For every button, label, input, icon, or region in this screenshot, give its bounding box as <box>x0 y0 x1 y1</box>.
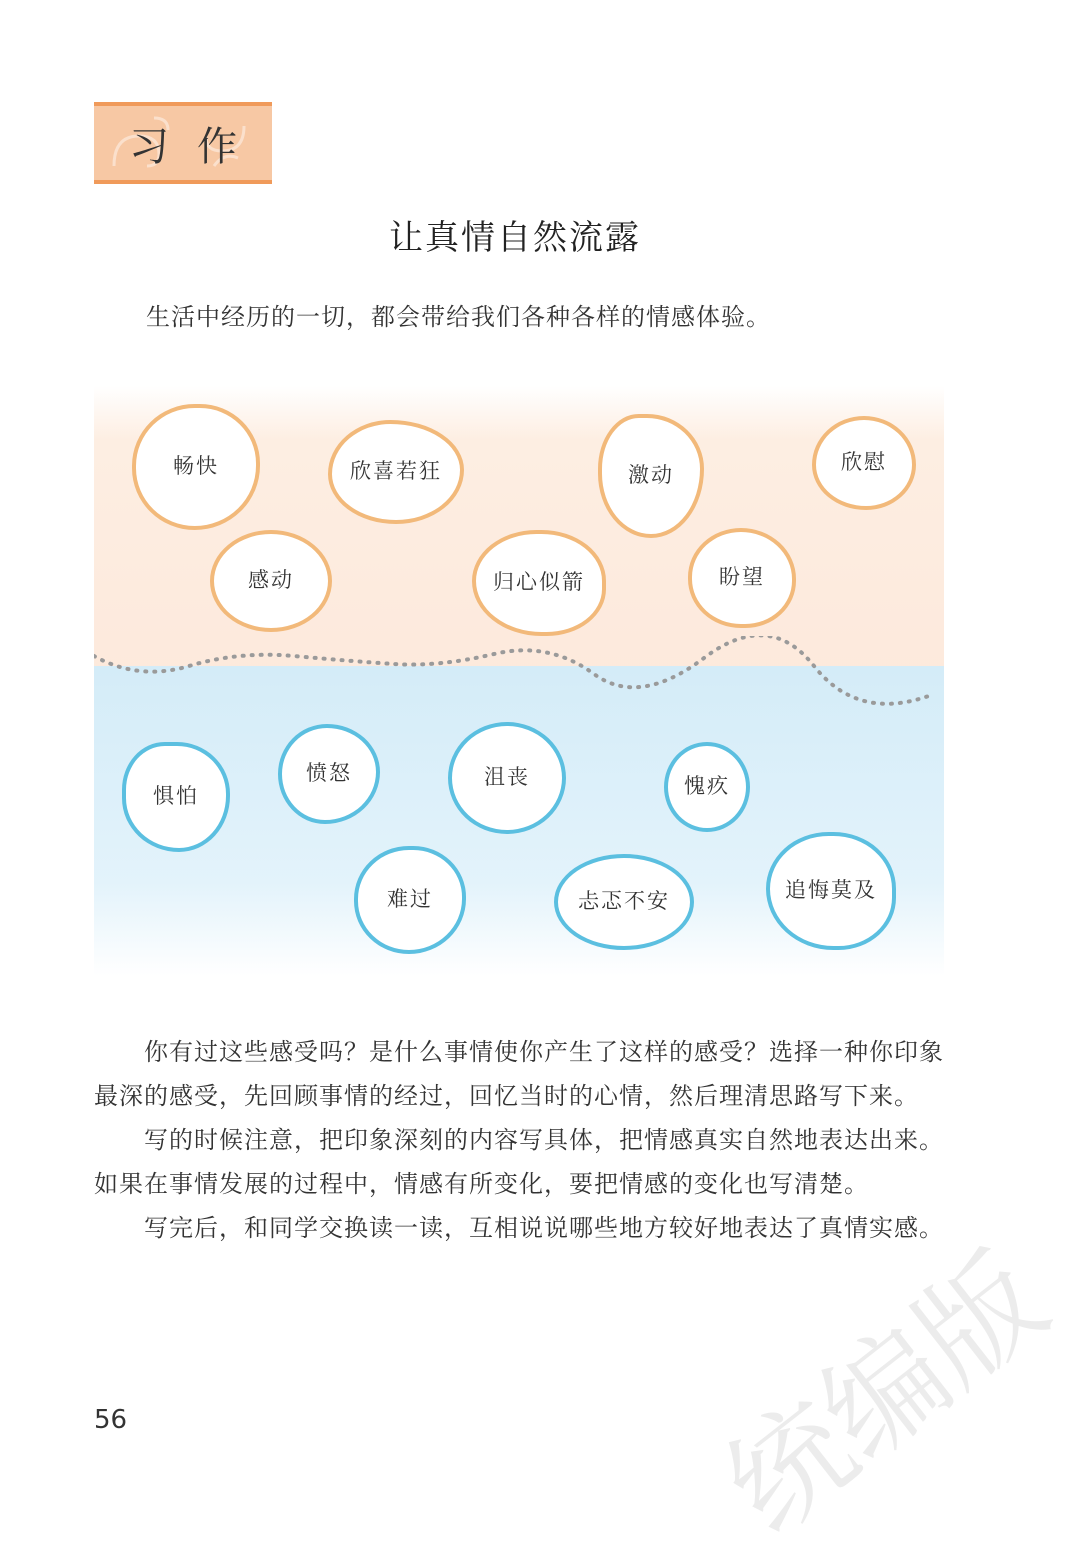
paragraph: 写的时候注意，把印象深刻的内容写具体，把情感真实自然地表达出来。如果在事情发展的过程中，情感有所变化，要把情感的变化也写清楚。 <box>94 1126 944 1198</box>
emotion-stone: 激动 <box>598 414 704 538</box>
emotion-illustration <box>94 386 944 976</box>
dotted-wave-divider <box>94 636 944 706</box>
emotion-stone: 沮丧 <box>448 722 566 834</box>
emotion-stone: 盼望 <box>688 528 796 628</box>
paragraph: 写完后，和同学交换读一读，互相说说哪些地方较好地表达了真情实感。 <box>144 1214 944 1242</box>
emotion-stone: 追悔莫及 <box>766 832 896 950</box>
paragraph: 你有过这些感受吗？是什么事情使你产生了这样的感受？选择一种你印象最深的感受，先回顾事情的经过，回忆当时的心情，然后理清思路写下来。 <box>94 1038 944 1110</box>
section-badge <box>94 102 272 184</box>
emotion-stone: 忐忑不安 <box>554 854 694 950</box>
page-title: 让真情自然流露 <box>389 218 641 258</box>
emotion-stone: 愧疚 <box>664 742 750 832</box>
emotion-stone: 惧怕 <box>122 742 230 852</box>
emotion-stone: 感动 <box>210 530 332 632</box>
emotion-stone: 畅快 <box>132 404 260 530</box>
page-number: 56 <box>94 1405 128 1435</box>
emotion-stone: 愤怒 <box>278 724 380 824</box>
emotion-stone: 欣慰 <box>812 416 916 510</box>
watermark-text: 统编版 <box>701 1228 1072 1560</box>
emotion-stone: 欣喜若狂 <box>328 420 464 524</box>
intro-text: 生活中经历的一切，都会带给我们各种各样的情感体验。 <box>146 303 771 331</box>
badge-label: 习作 <box>129 123 265 170</box>
emotion-stone: 难过 <box>354 846 466 954</box>
emotion-stone: 归心似箭 <box>472 530 606 636</box>
body-text <box>94 1030 944 1250</box>
